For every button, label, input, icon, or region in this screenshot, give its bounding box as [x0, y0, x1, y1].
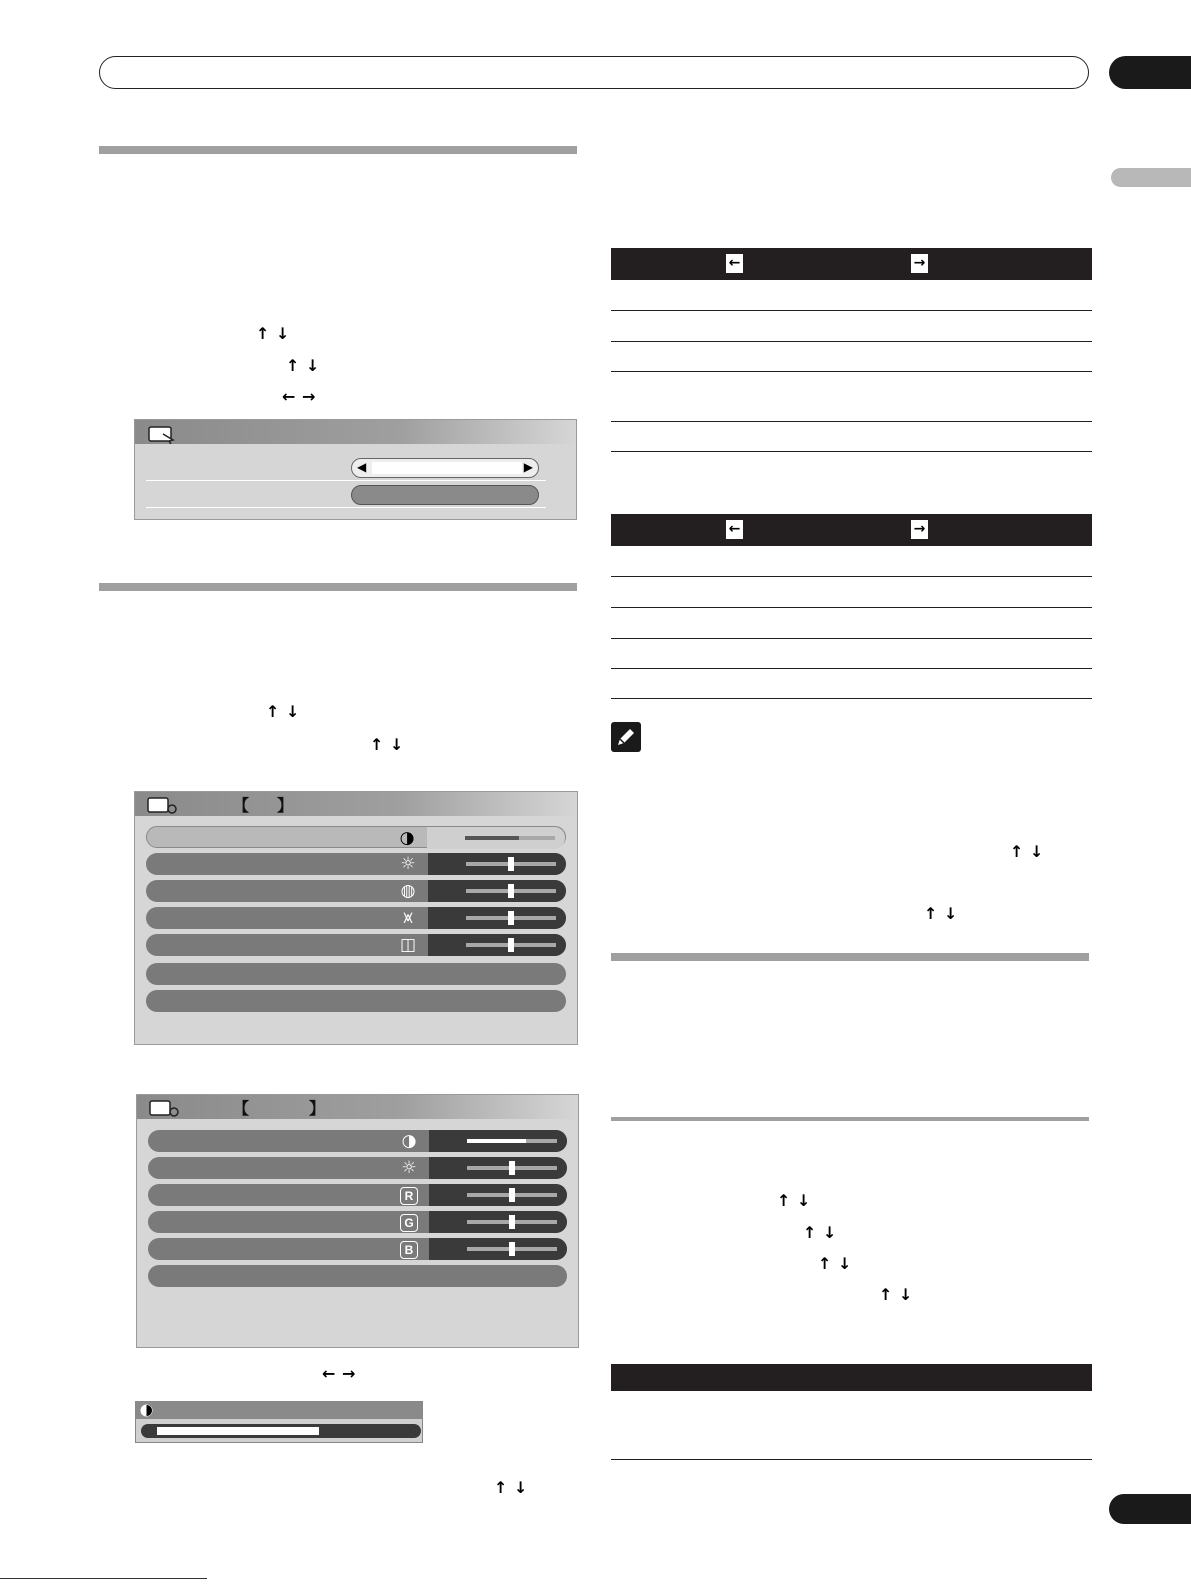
- arrow-right-icon: →: [911, 520, 928, 539]
- table-row-divider: [611, 341, 1092, 342]
- adjustment-slider[interactable]: [141, 1424, 421, 1438]
- arrow-up-icon: ↑: [777, 1191, 791, 1210]
- contrast-slider-row[interactable]: [146, 826, 566, 848]
- arrow-up-icon: ↑: [1010, 842, 1024, 861]
- slider-track-area[interactable]: [427, 827, 565, 849]
- slider-knob[interactable]: [509, 1188, 515, 1202]
- picture-icon: [145, 794, 179, 816]
- title-bracket-close: 】: [277, 798, 294, 815]
- slider-track[interactable]: [467, 1193, 557, 1197]
- arrow-down-icon: ↓: [838, 1254, 852, 1273]
- section-rule-2: [99, 583, 577, 591]
- arrow-down-icon: ↓: [306, 356, 320, 375]
- slider-track-area[interactable]: [428, 853, 566, 875]
- osd-menu-c: [136, 1094, 579, 1348]
- slider-track[interactable]: [466, 889, 556, 893]
- contrast-icon: [140, 1404, 153, 1417]
- osd-selector[interactable]: [351, 458, 539, 478]
- slider-track-area[interactable]: [428, 880, 566, 902]
- slider-track[interactable]: [466, 943, 556, 947]
- slider-track[interactable]: [467, 1220, 557, 1224]
- chevron-left-icon[interactable]: ◀: [357, 460, 367, 474]
- slider-track-area[interactable]: [428, 907, 566, 929]
- slider-fill: [465, 836, 519, 840]
- color-slider-row[interactable]: [146, 880, 566, 902]
- sharpness-slider-row[interactable]: [146, 907, 566, 929]
- table-row-divider: [611, 371, 1092, 372]
- slider-track-area[interactable]: [428, 934, 566, 956]
- arrow-down-icon: ↓: [1030, 842, 1044, 861]
- slider-knob[interactable]: [508, 884, 514, 898]
- blue-channel-icon: B: [399, 1239, 419, 1259]
- slider-track-area[interactable]: [429, 1238, 567, 1260]
- green-slider-row[interactable]: [148, 1211, 567, 1233]
- tint-icon: ◫: [399, 935, 417, 955]
- arrow-left-icon: ←: [726, 254, 743, 273]
- slider-knob[interactable]: [508, 938, 514, 952]
- table-row-divider: [611, 607, 1092, 608]
- arrow-right-icon: →: [911, 254, 928, 273]
- picture-icon: [147, 1097, 181, 1119]
- arrow-left-icon: ←: [282, 387, 296, 406]
- slider-track[interactable]: [467, 1166, 557, 1170]
- arrow-left-icon: ←: [322, 1364, 336, 1383]
- table-1-header: [611, 248, 1092, 280]
- title-bracket-open: 【: [233, 1101, 250, 1118]
- section-rule-3: [611, 953, 1089, 961]
- slider-track-area[interactable]: [429, 1157, 567, 1179]
- osd-divider: [146, 480, 546, 481]
- table-row-divider: [611, 668, 1092, 669]
- arrow-up-icon: ↑: [494, 1478, 508, 1497]
- arrow-up-icon: ↑: [879, 1285, 893, 1304]
- arrow-up-icon: ↑: [286, 356, 300, 375]
- header-bar: [99, 56, 1089, 89]
- language-tab: [1111, 168, 1191, 187]
- page-number-tab: [1109, 1494, 1191, 1524]
- arrow-up-icon: ↑: [266, 702, 280, 721]
- arrow-right-icon: →: [342, 1364, 356, 1383]
- arrow-down-icon: ↓: [899, 1285, 913, 1304]
- osd-button[interactable]: [351, 485, 539, 505]
- green-channel-icon: G: [399, 1212, 419, 1232]
- arrow-up-icon: ↑: [370, 735, 384, 754]
- adjustment-bar: [135, 1401, 423, 1443]
- red-slider-row[interactable]: [148, 1184, 567, 1206]
- arrow-up-icon: ↑: [818, 1254, 832, 1273]
- osd-title-bar: [135, 792, 577, 816]
- table-row-divider: [611, 451, 1092, 452]
- section-rule-1: [99, 146, 577, 154]
- osd-menu-b: [134, 791, 578, 1045]
- slider-track[interactable]: [465, 836, 555, 840]
- arrow-down-icon: ↓: [276, 324, 290, 343]
- osd-menu-item[interactable]: [146, 990, 566, 1012]
- osd-divider: [146, 507, 546, 508]
- arrow-down-icon: ↓: [823, 1223, 837, 1242]
- selector-value: [372, 462, 522, 474]
- contrast-icon: ◑: [399, 828, 415, 848]
- osd-menu-a: [134, 419, 577, 520]
- arrow-down-icon: ↓: [514, 1478, 528, 1497]
- arrow-left-icon: ←: [726, 520, 743, 539]
- table-row-divider: [611, 310, 1092, 311]
- slider-track-area[interactable]: [429, 1184, 567, 1206]
- arrow-up-icon: ↑: [803, 1223, 817, 1242]
- pencil-note-icon: [611, 722, 641, 752]
- arrow-down-icon: ↓: [797, 1191, 811, 1210]
- slider-track[interactable]: [466, 862, 556, 866]
- osd-menu-item[interactable]: [148, 1265, 567, 1287]
- slider-fill: [467, 1139, 526, 1143]
- table-2-header: [611, 514, 1092, 546]
- contrast-slider-row[interactable]: [148, 1130, 567, 1152]
- table-row-divider: [611, 638, 1092, 639]
- table-3-header: [611, 1364, 1092, 1391]
- slider-knob[interactable]: [509, 1242, 515, 1256]
- slider-track[interactable]: [467, 1139, 557, 1143]
- slider-knob[interactable]: [509, 1215, 515, 1229]
- blue-slider-row[interactable]: [148, 1238, 567, 1260]
- osd-title-bar: [135, 420, 576, 444]
- slider-track-area[interactable]: [429, 1130, 567, 1152]
- chapter-tab: [1109, 56, 1191, 89]
- arrow-down-icon: ↓: [944, 904, 958, 923]
- slider-knob[interactable]: [509, 1161, 515, 1175]
- arrow-down-icon: ↓: [286, 702, 300, 721]
- slider-track[interactable]: [466, 916, 556, 920]
- slider-fill: [157, 1427, 319, 1435]
- slider-track-area[interactable]: [429, 1211, 567, 1233]
- sharpness-icon: ⩙: [403, 908, 413, 928]
- brightness-slider-row[interactable]: [146, 853, 566, 875]
- slider-knob[interactable]: [508, 911, 514, 925]
- arrow-up-icon: ↑: [924, 904, 938, 923]
- slider-track[interactable]: [467, 1247, 557, 1251]
- section-rule-4: [611, 1117, 1089, 1121]
- arrow-down-icon: ↓: [390, 735, 404, 754]
- table-row-divider: [611, 1459, 1092, 1460]
- title-bracket-close: 】: [309, 1101, 326, 1118]
- arrow-right-icon: →: [302, 387, 316, 406]
- contrast-icon: ◑: [401, 1131, 417, 1151]
- adjustment-bar-header: [136, 1402, 422, 1419]
- table-row-divider: [611, 698, 1092, 699]
- table-row-divider: [611, 421, 1092, 422]
- title-bracket-open: 【: [233, 798, 250, 815]
- arrow-up-icon: ↑: [256, 324, 270, 343]
- red-channel-icon: R: [399, 1185, 419, 1205]
- footer-rule: [0, 1578, 207, 1579]
- color-icon: ◍: [400, 881, 416, 901]
- chevron-right-icon[interactable]: ▶: [523, 460, 533, 474]
- brightness-icon: ☼: [400, 854, 416, 874]
- setup-icon: [145, 422, 179, 444]
- brightness-icon: ☼: [401, 1158, 417, 1178]
- brightness-slider-row[interactable]: [148, 1157, 567, 1179]
- table-row-divider: [611, 576, 1092, 577]
- slider-knob[interactable]: [508, 857, 514, 871]
- tint-slider-row[interactable]: [146, 934, 566, 956]
- osd-title-bar: [137, 1095, 578, 1119]
- osd-menu-item[interactable]: [146, 963, 566, 985]
